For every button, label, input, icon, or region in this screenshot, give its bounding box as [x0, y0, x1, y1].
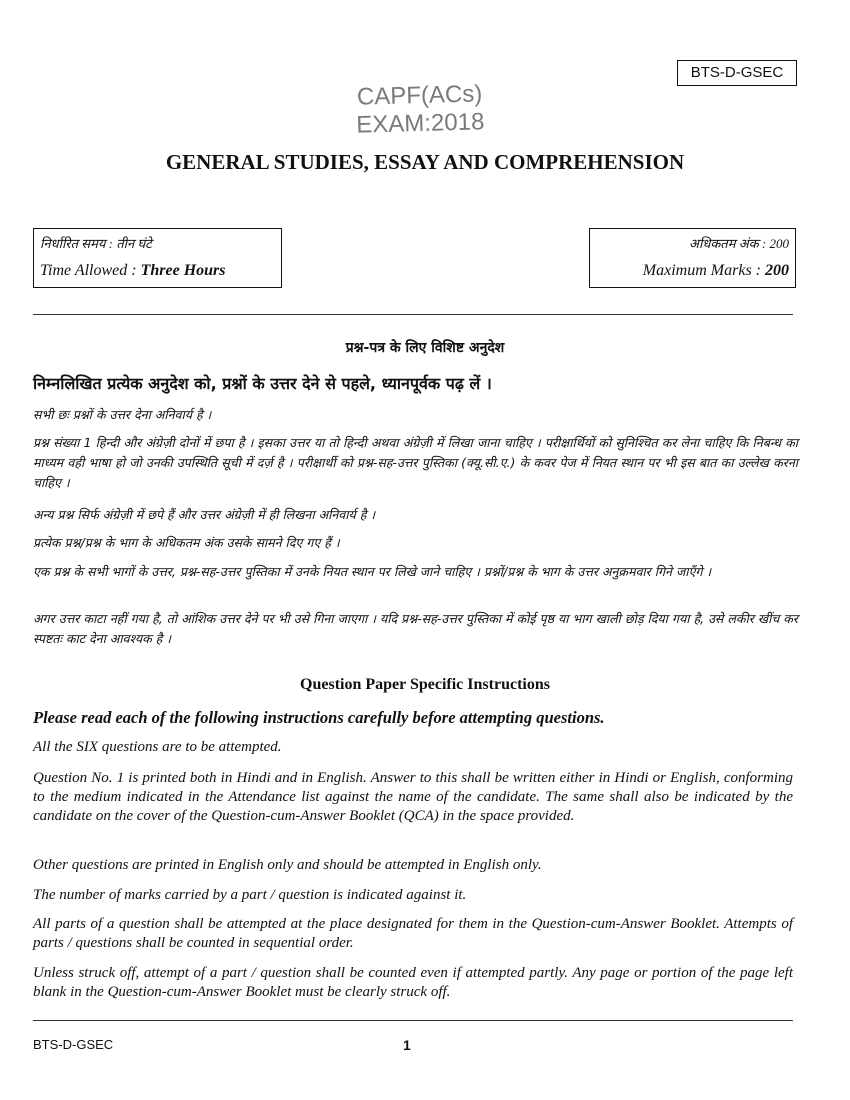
footer-paper-code: BTS-D-GSEC [33, 1037, 114, 1052]
maximum-marks-hindi: अधिकतम अंक : 200 [689, 236, 789, 251]
time-allowed-label: Time Allowed : [40, 262, 141, 279]
english-instruction-item: The number of marks carried by a part / question is indicated against it. [33, 887, 467, 903]
page-title: GENERAL STUDIES, ESSAY AND COMPREHENSION [165, 150, 685, 174]
footer-divider [33, 1020, 793, 1021]
hindi-instruction-item: अन्य प्रश्न सिर्फ अंग्रेज़ी में छपे हैं और उत्तर अंग्रेज़ी में ही लिखना अनिवार्य है । [33, 507, 376, 522]
exam-stamp: CAPF(ACs) EXAM:2018 [355, 80, 485, 139]
hindi-instruction-item: अगर उत्तर काटा नहीं गया है, तो आंशिक उत्तर देने पर भी उसे गिना जाएगा । यदि प्रश्न-सह-उत्तर पुस्तिका में कोई पृष्ठ या भाग खाली छोड़ दिया गया है, उसे लकीर खींच कर स्पष्टतः काट देना आवश्यक है । [33, 611, 798, 646]
page-number: 1 [403, 1037, 411, 1053]
english-instruction-item: All parts of a question shall be attempted at the place designated for them in the Question-cum-Answer Booklet. Attempts of parts / questions shall be counted in sequential order. [33, 916, 793, 951]
hindi-instructions-heading: प्रश्न-पत्र के लिए विशिष्ट अनुदेश [345, 340, 505, 356]
english-instruction-item: All the SIX questions are to be attempted. [33, 739, 282, 755]
maximum-marks-value: 200 [765, 262, 789, 279]
divider [33, 314, 793, 315]
english-instructions-heading: Question Paper Specific Instructions [300, 676, 550, 693]
english-instruction-item: Other questions are printed in English only and should be attempted in English only. [33, 857, 542, 873]
hindi-instruction-item: सभी छः प्रश्नों के उत्तर देना अनिवार्य है । [33, 407, 212, 422]
maximum-marks-label: Maximum Marks : [642, 262, 765, 279]
hindi-instruction-item: एक प्रश्न के सभी भागों के उत्तर, प्रश्न-सह-उत्तर पुस्तिका में उनके नियत स्थान पर लिखे जाने चाहिए । प्रश्नों/प्रश्न के भाग के उत्तर अनुक्रमवार गिने जाएँगे । [33, 564, 712, 579]
maximum-marks-box [589, 228, 796, 288]
paper-code-box: BTS-D-GSEC [677, 60, 797, 86]
hindi-instruction-item: प्रत्येक प्रश्न/प्रश्न के भाग के अधिकतम अंक उसके सामने दिए गए हैं । [33, 535, 340, 550]
time-allowed-box [33, 228, 282, 288]
hindi-instructions-lead: निम्नलिखित प्रत्येक अनुदेश को, प्रश्नों के उत्तर देने से पहले, ध्यानपूर्वक पढ़ लें । [33, 374, 492, 393]
maximum-marks-english [596, 259, 789, 283]
english-instruction-item: Unless struck off, attempt of a part / question shall be counted even if attempted partly. Any page or portion of the page left blank in the Question-cum-Answer Booklet must be clearly struck off. [33, 965, 793, 1000]
english-instruction-item: Question No. 1 is printed both in Hindi and in English. Answer to this shall be written either in Hindi or English, conforming to the medium indicated in the Attendance list against the name of the candidate. The same shall also be indicated by the candidate on the cover of the Question-cum-Answer Booklet (QCA) in the space provided. [33, 770, 793, 824]
hindi-instruction-item: प्रश्न संख्या 1 हिन्दी और अंग्रेज़ी दोनों में छपा है । इसका उत्तर या तो हिन्दी अथवा अंग्रेज़ी में लिखा जाना चाहिए । परीक्षार्थियों को सुनिश्चित कर लेना चाहिए कि निबन्ध का माध्यम वही भाषा हो जो उनकी उपस्थिति सूची में दर्ज़ है । परीक्षार्थी को प्रश्न-सह-उत्तर पुस्तिका (क्यू.सी.ए.) के कवर पेज में नियत स्थान पर भी इस बात का उल्लेख करना चाहिए । [33, 435, 798, 490]
time-allowed-hindi: निर्धारित समय : तीन घंटे [40, 236, 152, 251]
time-allowed-english [40, 259, 275, 283]
time-allowed-value: Three Hours [140, 262, 226, 279]
english-instructions-lead: Please read each of the following instructions carefully before attempting questions. [33, 708, 605, 727]
